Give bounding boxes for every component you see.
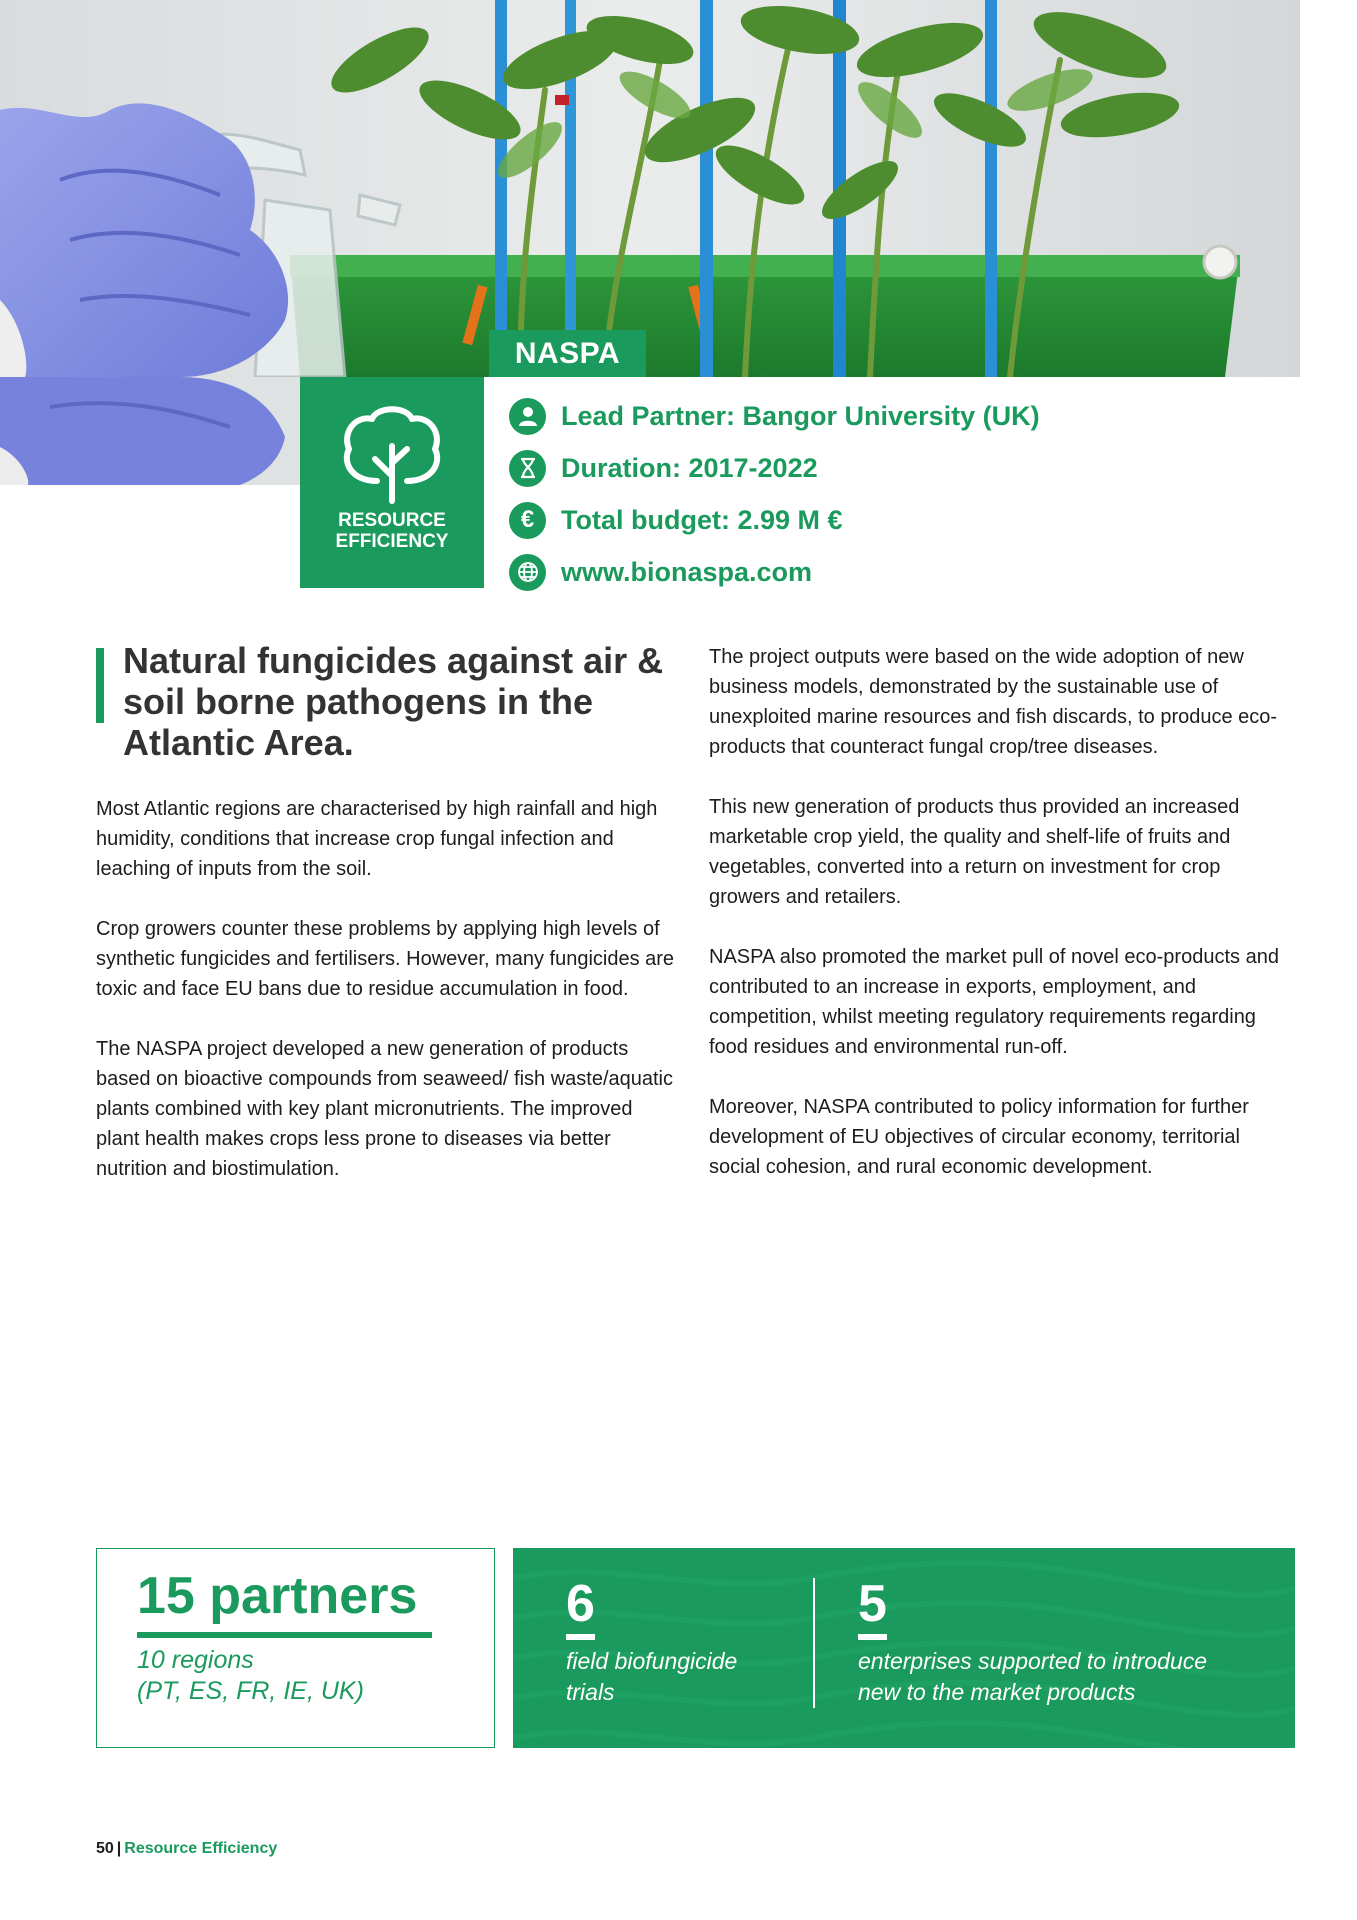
trials-stat xyxy=(566,1576,806,1708)
budget-text: Total budget: 2.99 M € xyxy=(561,504,843,535)
header-photo-strip xyxy=(0,377,300,485)
euro-icon: € xyxy=(509,502,546,539)
trials-count: 6 xyxy=(566,1576,595,1640)
partners-stat xyxy=(96,1548,495,1748)
paragraph: The NASPA project developed a new generation of products based on bioactive compounds from seaweed/ fish waste/aquatic plants combined with key plant micronutrients. The improved plant health makes crops less prone to diseases via better nutrition and biostimulation. xyxy=(96,1038,674,1180)
enterprises-description: enterprises supported to introduce new to the market products xyxy=(858,1648,1208,1705)
paragraph: Moreover, NASPA contributed to policy information for further development of EU objectives of circular economy, territorial social cohesion, and rural economic development. xyxy=(709,1096,1249,1178)
results-stats-panel xyxy=(513,1548,1295,1748)
enterprises-count: 5 xyxy=(858,1576,887,1640)
enterprises-stat xyxy=(858,1576,1278,1708)
paragraph: Most Atlantic regions are characterised by high rainfall and high humidity, conditions that increase crop fungal infection and leaching of inputs from the soil. xyxy=(96,798,658,880)
stat-divider xyxy=(813,1578,815,1708)
hourglass-icon xyxy=(509,450,546,487)
website-link[interactable]: www.bionaspa.com xyxy=(561,556,813,587)
regions-text: 10 regions (PT, ES, FR, IE, UK) xyxy=(137,1646,364,1705)
website-row[interactable] xyxy=(509,546,1040,598)
trials-description: field biofungicide trials xyxy=(566,1648,738,1705)
headline-accent-bar xyxy=(96,648,104,723)
duration-text: Duration: 2017-2022 xyxy=(561,452,818,483)
partners-count: 15 partners xyxy=(137,1567,418,1625)
paragraph: NASPA also promoted the market pull of novel eco-products and contributed to an increase in exports, employment, and competition, whilst meeting regulatory requirements regarding food residues and environmental run-off. xyxy=(709,946,1279,1058)
left-column xyxy=(96,794,676,1214)
person-icon xyxy=(509,398,546,435)
project-name-tag: NASPA xyxy=(489,330,646,377)
footer-separator: | xyxy=(116,1840,122,1857)
budget-row xyxy=(509,494,1040,546)
right-column xyxy=(709,642,1294,1212)
page-number: 50 xyxy=(96,1840,114,1857)
page-footer xyxy=(96,1840,277,1858)
paragraph: Crop growers counter these problems by applying high levels of synthetic fungicides and fertilisers. However, many fungicides are toxic and face EU bans due to residue accumulation in food. xyxy=(96,918,675,1000)
duration-row xyxy=(509,442,1040,494)
partners-underline xyxy=(137,1632,432,1638)
globe-icon xyxy=(509,554,546,591)
paragraph: This new generation of products thus provided an increased marketable crop yield, the quality and shelf-life of fruits and vegetables, converted into a return on investment for crop growers and retailers. xyxy=(709,796,1240,908)
theme-badge xyxy=(300,377,484,588)
theme-label: RESOURCE EFFICIENCY xyxy=(335,510,449,552)
lead-partner-text: Lead Partner: Bangor University (UK) xyxy=(561,400,1040,431)
tree-icon xyxy=(337,401,447,511)
paragraph: The project outputs were based on the wide adoption of new business models, demonstrated by the sustainable use of unexploited marine resources and fish discards, to produce eco-products that counteract fungal crop/tree diseases. xyxy=(709,646,1278,758)
header-photo xyxy=(0,0,1300,377)
project-info-list xyxy=(509,390,1040,598)
section-name: Resource Efficiency xyxy=(124,1840,278,1857)
article-title: Natural fungicides against air & soil borne pathogens in the Atlantic Area. xyxy=(123,640,664,763)
lead-partner-row xyxy=(509,390,1040,442)
